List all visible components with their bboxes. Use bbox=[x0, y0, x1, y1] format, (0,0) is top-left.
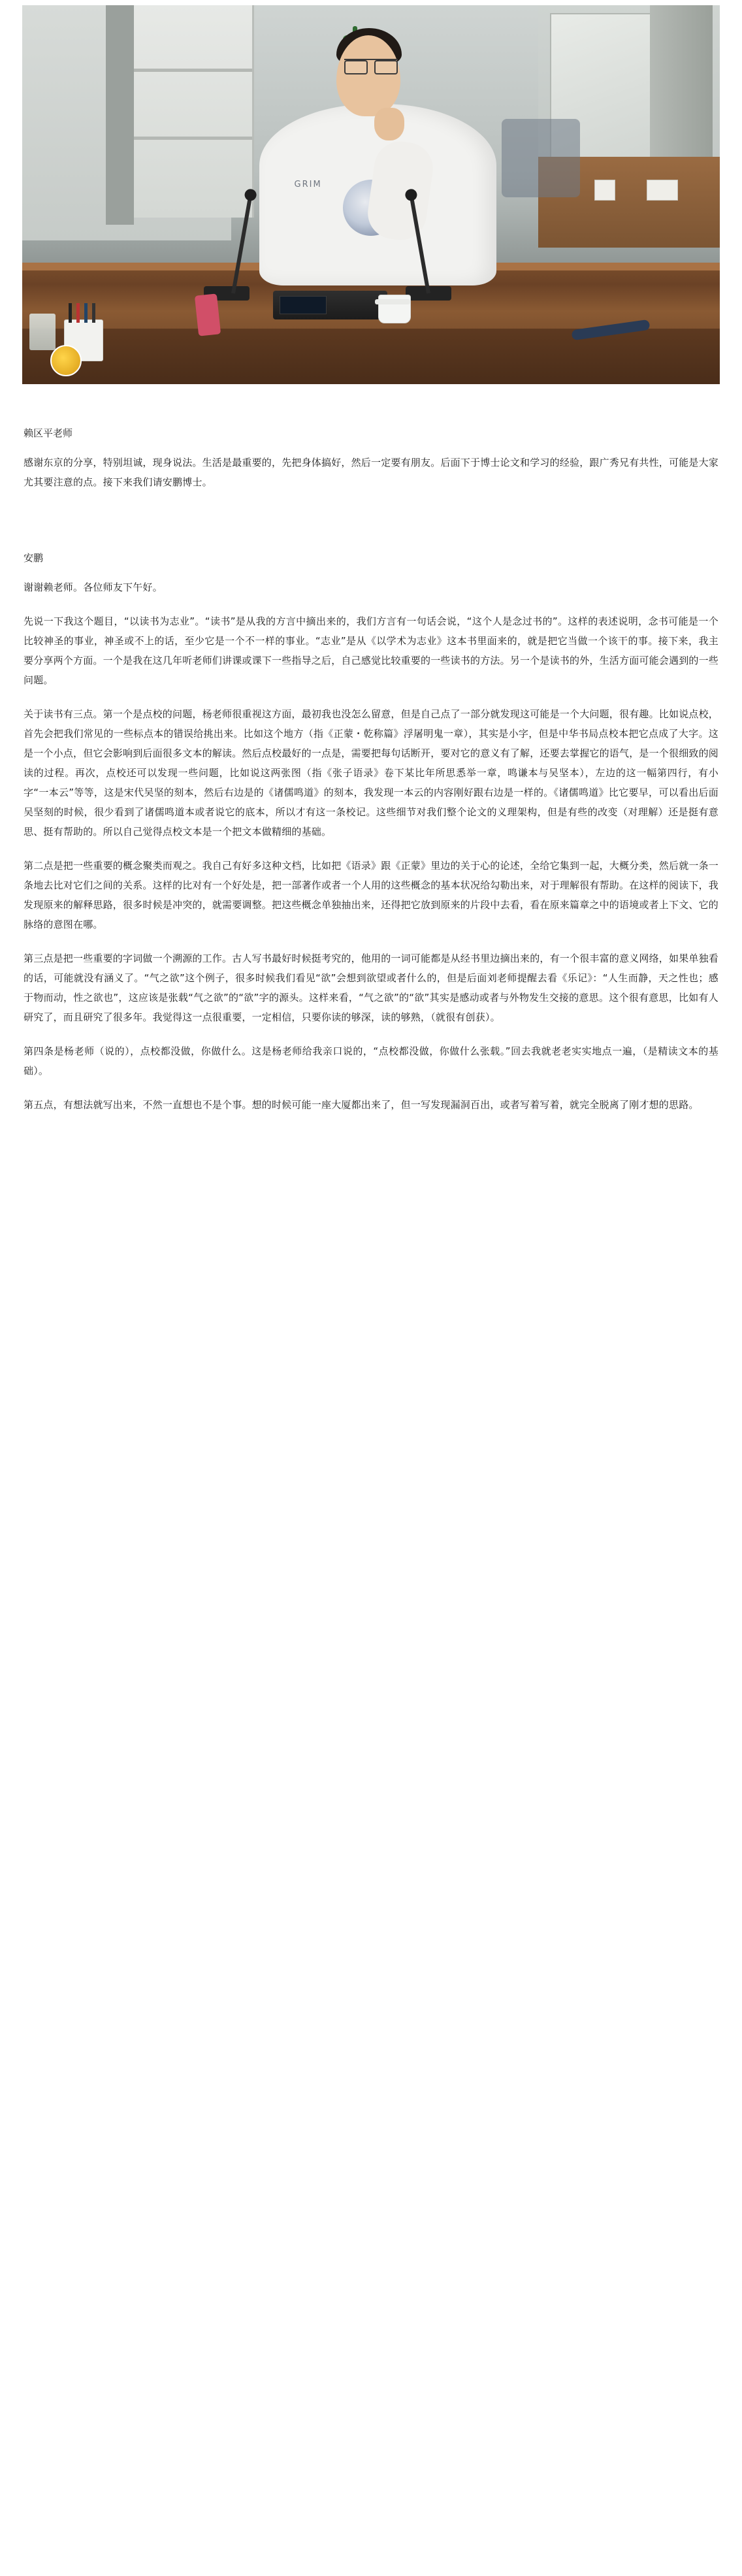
section-spacer bbox=[24, 506, 718, 529]
shirt-text: GRIM bbox=[294, 179, 322, 189]
cup-lid bbox=[375, 299, 410, 304]
audio-console bbox=[273, 291, 387, 319]
desk-front-panel bbox=[22, 329, 720, 384]
wall-socket bbox=[594, 180, 615, 201]
cabinet-shelf bbox=[134, 137, 253, 140]
paragraph: 感谢东京的分享，特别坦诚，现身说法。生活是最重要的，先把身体搞好，然后一定要有朋友。后面下于博士论文和学习的经验，跟广秀兄有共性，可能是大家尤其要注意的点。接下来我们请安鹏博士。 bbox=[24, 457, 719, 488]
paragraph: 谢谢赖老师。各位师友下午好。 bbox=[24, 581, 163, 593]
wall-socket bbox=[647, 180, 678, 201]
speaker-head bbox=[336, 35, 400, 116]
paragraph: 第四条是杨老师（说的），点校都没做，你做什么。这是杨老师给我亲口说的，“点校都没做，你做什么张载。”回去我就老老实实地点一遍，（是精读文本的基础）。 bbox=[24, 1045, 718, 1077]
cabinet-shelf bbox=[134, 69, 253, 72]
paragraph: 第五点，有想法就写出来，不然一直想也不是个事。想的时候可能一座大厦都出来了，但一写发现漏洞百出，或者写着写着，就完全脱离了刚才想的思路。 bbox=[24, 1099, 699, 1111]
console-screen bbox=[280, 296, 327, 314]
cabinet bbox=[134, 5, 255, 218]
chair bbox=[502, 119, 580, 197]
glasses-icon bbox=[344, 59, 398, 73]
paragraph: 第二点是把一些重要的概念聚类而观之。我自己有好多这种文档，比如把《语录》跟《正蒙》里边的关于心的论述，全给它集到一起，大概分类，然后就一条一条地去比对它们之间的关系。这样的比对有一个好处是，把一部著作或者一个人用的这些概念的基本状况给勾勒出来，对于理解很有帮助。在这样的阅读下，我发现原来的解释思路，很多时候是冲突的，就需要调整。把这些概念单独抽出来，还得把它放到原来的片段中去看，看在原来篇章之中的语境或者上下文、它的脉络的意图在哪。 bbox=[24, 860, 719, 930]
glass-tumbler bbox=[29, 314, 56, 350]
speaker-name: 安鹏 bbox=[24, 552, 44, 564]
door-frame bbox=[106, 5, 134, 225]
lecture-photo bbox=[22, 5, 720, 384]
paragraph: 第三点是把一些重要的字词做一个溯源的工作。古人写书最好时候挺考究的，他用的一词可能都是从经书里边摘出来的，有一个很丰富的意义网络，如果单独看的话，可能就没有涵义了。“气之欲”这个例子，很多时候我们看见“欲”会想到欲望或者什么的，但是后面刘老师提醒去看《乐记》：“人生而静，天之性也；感于物而动，性之欲也”，这应该是张载“气之欲”的“欲”字的源头。这样来看，“气之欲”的“欲”其实是感动或者与外物发生交接的意思。这个很有意思，比如有人研究了，而且研究了很多年。我觉得这一点很重要，一定相信，只要你读的够深，读的够熟，（就很有创获）。 bbox=[24, 953, 719, 1023]
transcript-body bbox=[22, 384, 720, 1115]
paragraph: 关于读书有三点。第一个是点校的问题，杨老师很重视这方面，最初我也没怎么留意，但是自己点了一部分就发现这可能是一个大问题，很有趣。比如说点校，首先会把我们常见的一些标点本的错误给挑出来。比如这个地方（指《正蒙・乾称篇》浮屠明鬼一章），其实是小字，但是中华书局点校本把它点成了大字。这是一个小点，但它会影响到后面很多文本的解读。然后点校最好的一点是，需要把每句话断开，要对它的意义有了解，还要去掌握它的语气，是一个很细致的阅读的过程。再次，点校还可以发现一些问题，比如说这两张图（指《张子语录》卷下某比年所思悉举一章，鸣谦本与吴坚本），左边的这一幅第四行，有小字“一本云”等等，这是宋代吴坚的刻本，然后右边是的《诸儒鸣道》的刻本，我发现一本云的内容刚好跟右边是一样的。《诸儒鸣道》比它要早，可以看出后面吴坚刻的时候，很少看到了诸儒鸣道本或者说它的底本，所以才有这一条校记。这些细节对我们整个论文的义理架构，但是有些的改变（对理解）还是挺有意思、挺有帮助的。所以自己觉得点校文本是一个把文本做精细的基础。 bbox=[24, 708, 719, 838]
paragraph: 先说一下我这个题目，“以读书为志业”。“读书”是从我的方言中摘出来的，我们方言有一句话会说，“这个人是念过书的”。这样的表述说明，念书可能是一个比较神圣的事业，神圣或不上的话，至少它是一个不一样的事业。“志业”是从《以学术为志业》这本书里面来的，就是把它当做一个该干的事。接下来，我主要分享两个方面。一个是我在这几年听老师们讲课或课下一些指导之后，自己感觉比较重要的一些读书的方法。另一个是读书的外，生活方面可能会遇到的一些问题。 bbox=[24, 615, 719, 686]
badge-icon bbox=[50, 345, 82, 376]
speaker-name: 赖区平老师 bbox=[24, 427, 73, 439]
smartphone bbox=[195, 293, 221, 336]
speaker-hand bbox=[374, 108, 404, 140]
